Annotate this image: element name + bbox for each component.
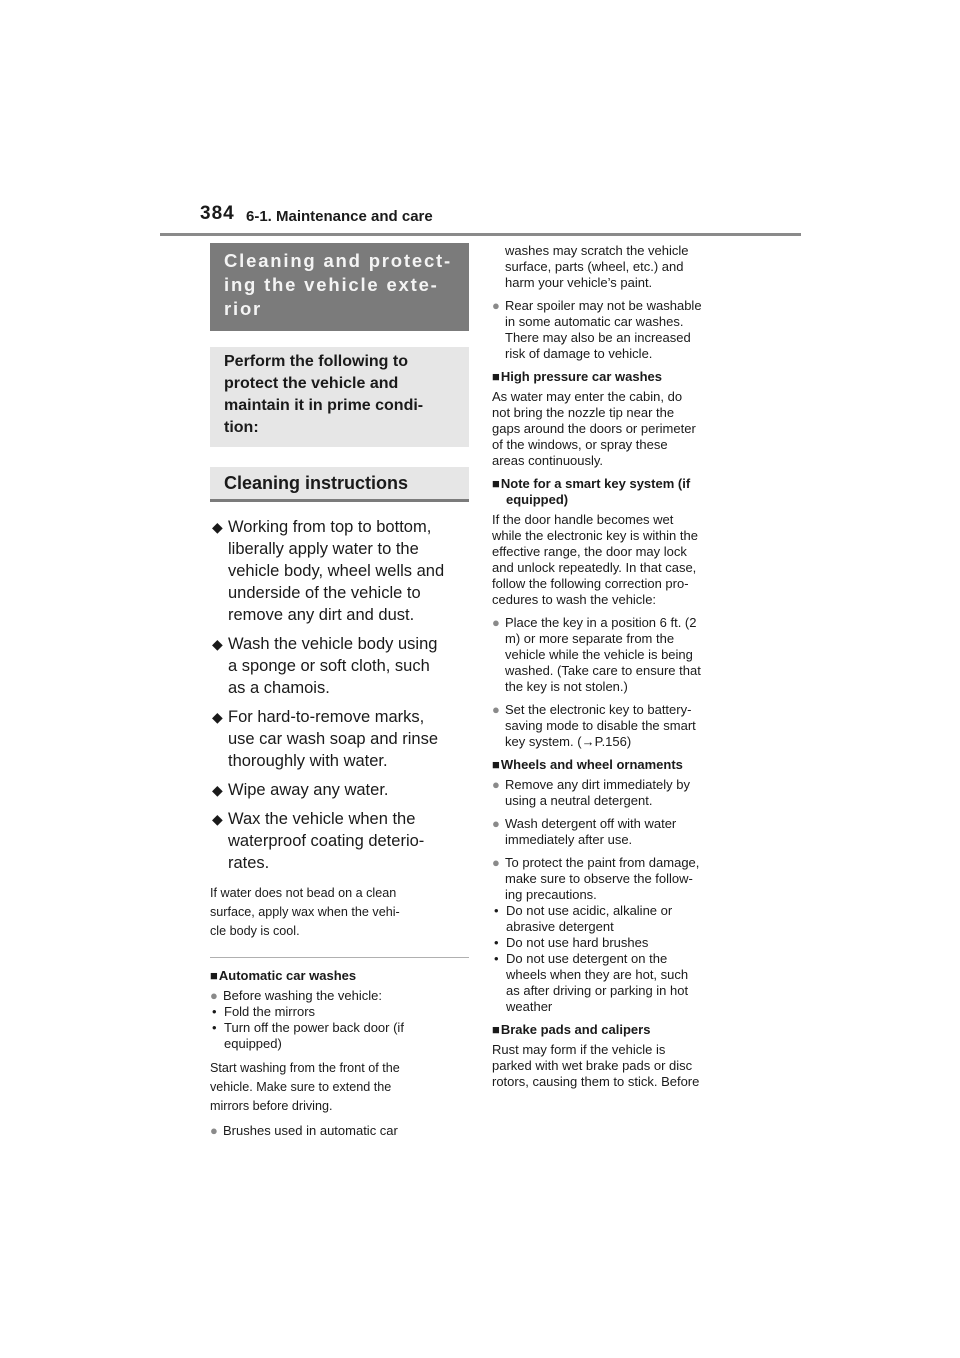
- circle-bullet-icon: ●: [210, 1123, 218, 1138]
- dot-bullet-icon: •: [212, 1004, 217, 1019]
- dot-bullet-icon: •: [494, 903, 499, 918]
- bullet-text: There may also be an increased: [505, 330, 691, 345]
- bullet-item: [492, 615, 750, 695]
- bullet-text: ing precautions.: [505, 887, 597, 902]
- para-line: of the windows, or spray these: [492, 437, 668, 452]
- square-bullet-icon: ■: [492, 476, 500, 491]
- intro-line: maintain it in prime condi-: [224, 397, 424, 414]
- main-heading-line: ing the vehicle exte-: [224, 274, 439, 295]
- bullet-text: using a neutral detergent.: [505, 793, 653, 808]
- step-line: as a chamois.: [228, 679, 330, 697]
- circle-bullet-icon: ●: [492, 615, 500, 630]
- bullet-text: harm your vehicle’s paint.: [505, 275, 653, 290]
- step-item: [210, 706, 469, 772]
- bullet-text: Wash detergent off with water: [505, 816, 677, 831]
- bullet-text: Remove any dirt immediately by: [505, 777, 690, 792]
- diamond-bullet-icon: ◆: [212, 519, 223, 535]
- left-column: [210, 243, 469, 1146]
- bullet-text: Set the electronic key to battery-: [505, 702, 692, 717]
- diamond-bullet-icon: ◆: [212, 782, 223, 798]
- step-line: a sponge or soft cloth, such: [228, 657, 430, 675]
- square-bullet-icon: ■: [492, 1022, 500, 1037]
- para-line: areas continuously.: [492, 453, 604, 468]
- sub-text: wheels when they are hot, such: [506, 967, 689, 982]
- sub-text: Do not use detergent on the: [506, 951, 668, 966]
- para-line: Rust may form if the vehicle is: [492, 1042, 666, 1057]
- step-item: [210, 516, 469, 626]
- circle-bullet-icon: ●: [210, 988, 218, 1003]
- sub-item: [210, 1020, 469, 1052]
- para-line: follow the following correction pro-: [492, 576, 689, 591]
- sub-text: Do not use hard brushes: [506, 935, 649, 950]
- para-line: while the electronic key is within the: [492, 528, 698, 543]
- bullet-item: [492, 855, 750, 903]
- sub-text: equipped): [224, 1036, 282, 1051]
- bullet-text: [505, 734, 750, 750]
- step-item: [210, 808, 469, 874]
- heading-text: equipped): [506, 492, 569, 507]
- para-line: effective range, the door may lock: [492, 544, 687, 559]
- automatic-car-washes-heading: [210, 968, 469, 984]
- para-line: and unlock repeatedly. In that case,: [492, 560, 697, 575]
- square-bullet-icon: ■: [210, 968, 218, 983]
- bullet-text: washed. (Take care to ensure that: [505, 663, 701, 678]
- diamond-bullet-icon: ◆: [212, 709, 223, 725]
- sub-item: [492, 903, 750, 935]
- sub-list: [210, 1004, 469, 1052]
- heading-text: Wheels and wheel ornaments: [500, 757, 683, 772]
- bullet-item: [210, 988, 469, 1004]
- square-bullet-icon: ■: [492, 757, 500, 772]
- bullet-text: immediately after use.: [505, 832, 633, 847]
- bullet-text: Rear spoiler may not be washable: [505, 298, 702, 313]
- note-line: surface, apply wax when the vehi-: [210, 905, 400, 919]
- circle-bullet-icon: ●: [492, 777, 500, 792]
- page-number: 384: [200, 203, 235, 224]
- heading-text: Brake pads and calipers: [500, 1022, 651, 1037]
- step-line: vehicle body, wheel wells and: [228, 562, 445, 580]
- sub-text: as after driving or parking in hot: [506, 983, 689, 998]
- cleaning-steps: [210, 516, 469, 874]
- step-line: Wash the vehicle body using: [228, 635, 438, 653]
- bullet-item: [492, 816, 750, 848]
- intro-line: protect the vehicle and: [224, 375, 399, 392]
- dot-bullet-icon: •: [494, 951, 499, 966]
- step-line: Working from top to bottom,: [228, 518, 432, 536]
- bullet-item: [492, 702, 750, 750]
- step-line: use car wash soap and rinse: [228, 730, 439, 748]
- sub-item: [492, 951, 750, 1015]
- intro-box: [210, 347, 469, 447]
- sub-text: weather: [506, 999, 553, 1014]
- step-line: liberally apply water to the: [228, 540, 419, 558]
- high-pressure-heading: [492, 369, 750, 385]
- bullet-continuation: [492, 243, 750, 291]
- main-heading-line: rior: [224, 298, 263, 319]
- circle-bullet-icon: ●: [492, 702, 500, 717]
- circle-bullet-icon: ●: [492, 816, 500, 831]
- circle-bullet-icon: ●: [492, 855, 500, 870]
- para-line: parked with wet brake pads or disc: [492, 1058, 693, 1073]
- bullet-text: make sure to observe the follow-: [505, 871, 693, 886]
- right-column: [492, 243, 750, 1097]
- diamond-bullet-icon: ◆: [212, 636, 223, 652]
- main-heading-line: Cleaning and protect-: [224, 250, 452, 271]
- bullet-text: m) or more separate from the: [505, 631, 675, 646]
- bullet-item: [210, 1123, 469, 1139]
- diamond-bullet-icon: ◆: [212, 811, 223, 827]
- step-line: thoroughly with water.: [228, 752, 388, 770]
- dot-bullet-icon: •: [212, 1020, 217, 1035]
- bullet-text: the key is not stolen.): [505, 679, 628, 694]
- sub-text: Do not use acidic, alkaline or: [506, 903, 673, 918]
- para-line: not bring the nozzle tip near the: [492, 405, 675, 420]
- arrow-right-icon: →: [581, 734, 595, 749]
- smart-key-paragraph: [492, 512, 750, 608]
- high-pressure-paragraph: [492, 389, 750, 469]
- bullet-text: Before washing the vehicle:: [223, 988, 382, 1003]
- step-line: waterproof coating deterio-: [228, 832, 425, 850]
- bullet-text: To protect the paint from damage,: [505, 855, 700, 870]
- circle-bullet-icon: ●: [492, 298, 500, 313]
- sub-text: Fold the mirrors: [224, 1004, 316, 1019]
- cleaning-instructions-heading: Cleaning instructions: [210, 467, 469, 502]
- para-line: mirrors before driving.: [210, 1099, 333, 1113]
- bullet-text: surface, parts (wheel, etc.) and: [505, 259, 684, 274]
- step-line: For hard-to-remove marks,: [228, 708, 425, 726]
- step-item: [210, 633, 469, 699]
- para-line: Start washing from the front of the: [210, 1061, 400, 1075]
- bullet-text: washes may scratch the vehicle: [505, 243, 689, 258]
- header-rule: [160, 233, 801, 236]
- step-line: Wax the vehicle when the: [228, 810, 416, 828]
- step-item: [210, 779, 469, 801]
- sub-text: abrasive detergent: [506, 919, 614, 934]
- heading-text: Note for a smart key system (if: [500, 476, 691, 491]
- smart-key-heading: [492, 476, 750, 508]
- bullet-text: vehicle while the vehicle is being: [505, 647, 693, 662]
- bullet-item: [492, 298, 750, 362]
- square-bullet-icon: ■: [492, 369, 500, 384]
- bullet-text: Brushes used in automatic car: [223, 1123, 398, 1138]
- intro-line: Perform the following to: [224, 353, 408, 370]
- step-line: underside of the vehicle to: [228, 584, 421, 602]
- dot-bullet-icon: •: [494, 935, 499, 950]
- para-line: vehicle. Make sure to extend the: [210, 1080, 392, 1094]
- step-line: rates.: [228, 854, 270, 872]
- heading-text: Automatic car washes: [218, 968, 357, 983]
- sub-list: [492, 903, 750, 1015]
- heading-text: High pressure car washes: [500, 369, 662, 384]
- intro-line: tion:: [224, 419, 259, 436]
- para-line: cedures to wash the vehicle:: [492, 592, 657, 607]
- sub-text: Turn off the power back door (if: [224, 1020, 404, 1035]
- step-line: remove any dirt and dust.: [228, 606, 415, 624]
- auto-wash-paragraph: [210, 1059, 469, 1116]
- brake-heading: [492, 1022, 750, 1038]
- wheels-heading: [492, 757, 750, 773]
- brake-paragraph: [492, 1042, 750, 1090]
- bullet-text: in some automatic car washes.: [505, 314, 684, 329]
- para-line: rotors, causing them to stick. Before: [492, 1074, 700, 1089]
- page-reference-link[interactable]: P.156): [594, 734, 632, 749]
- step-line: Wipe away any water.: [228, 781, 389, 799]
- wax-note: [210, 884, 469, 958]
- main-heading: [210, 243, 469, 331]
- bullet-text: risk of damage to vehicle.: [505, 346, 653, 361]
- sub-item: [210, 1004, 469, 1020]
- sub-item: [492, 935, 750, 951]
- ref-prefix: key system. (: [505, 734, 582, 749]
- note-line: cle body is cool.: [210, 924, 300, 938]
- note-line: If water does not bead on a clean: [210, 886, 397, 900]
- para-line: gaps around the doors or perimeter: [492, 421, 696, 436]
- bullet-item: [492, 777, 750, 809]
- bullet-text: saving mode to disable the smart: [505, 718, 696, 733]
- section-title: 6-1. Maintenance and care: [246, 208, 433, 225]
- para-line: As water may enter the cabin, do: [492, 389, 683, 404]
- para-line: If the door handle becomes wet: [492, 512, 674, 527]
- bullet-text: Place the key in a position 6 ft. (2: [505, 615, 697, 630]
